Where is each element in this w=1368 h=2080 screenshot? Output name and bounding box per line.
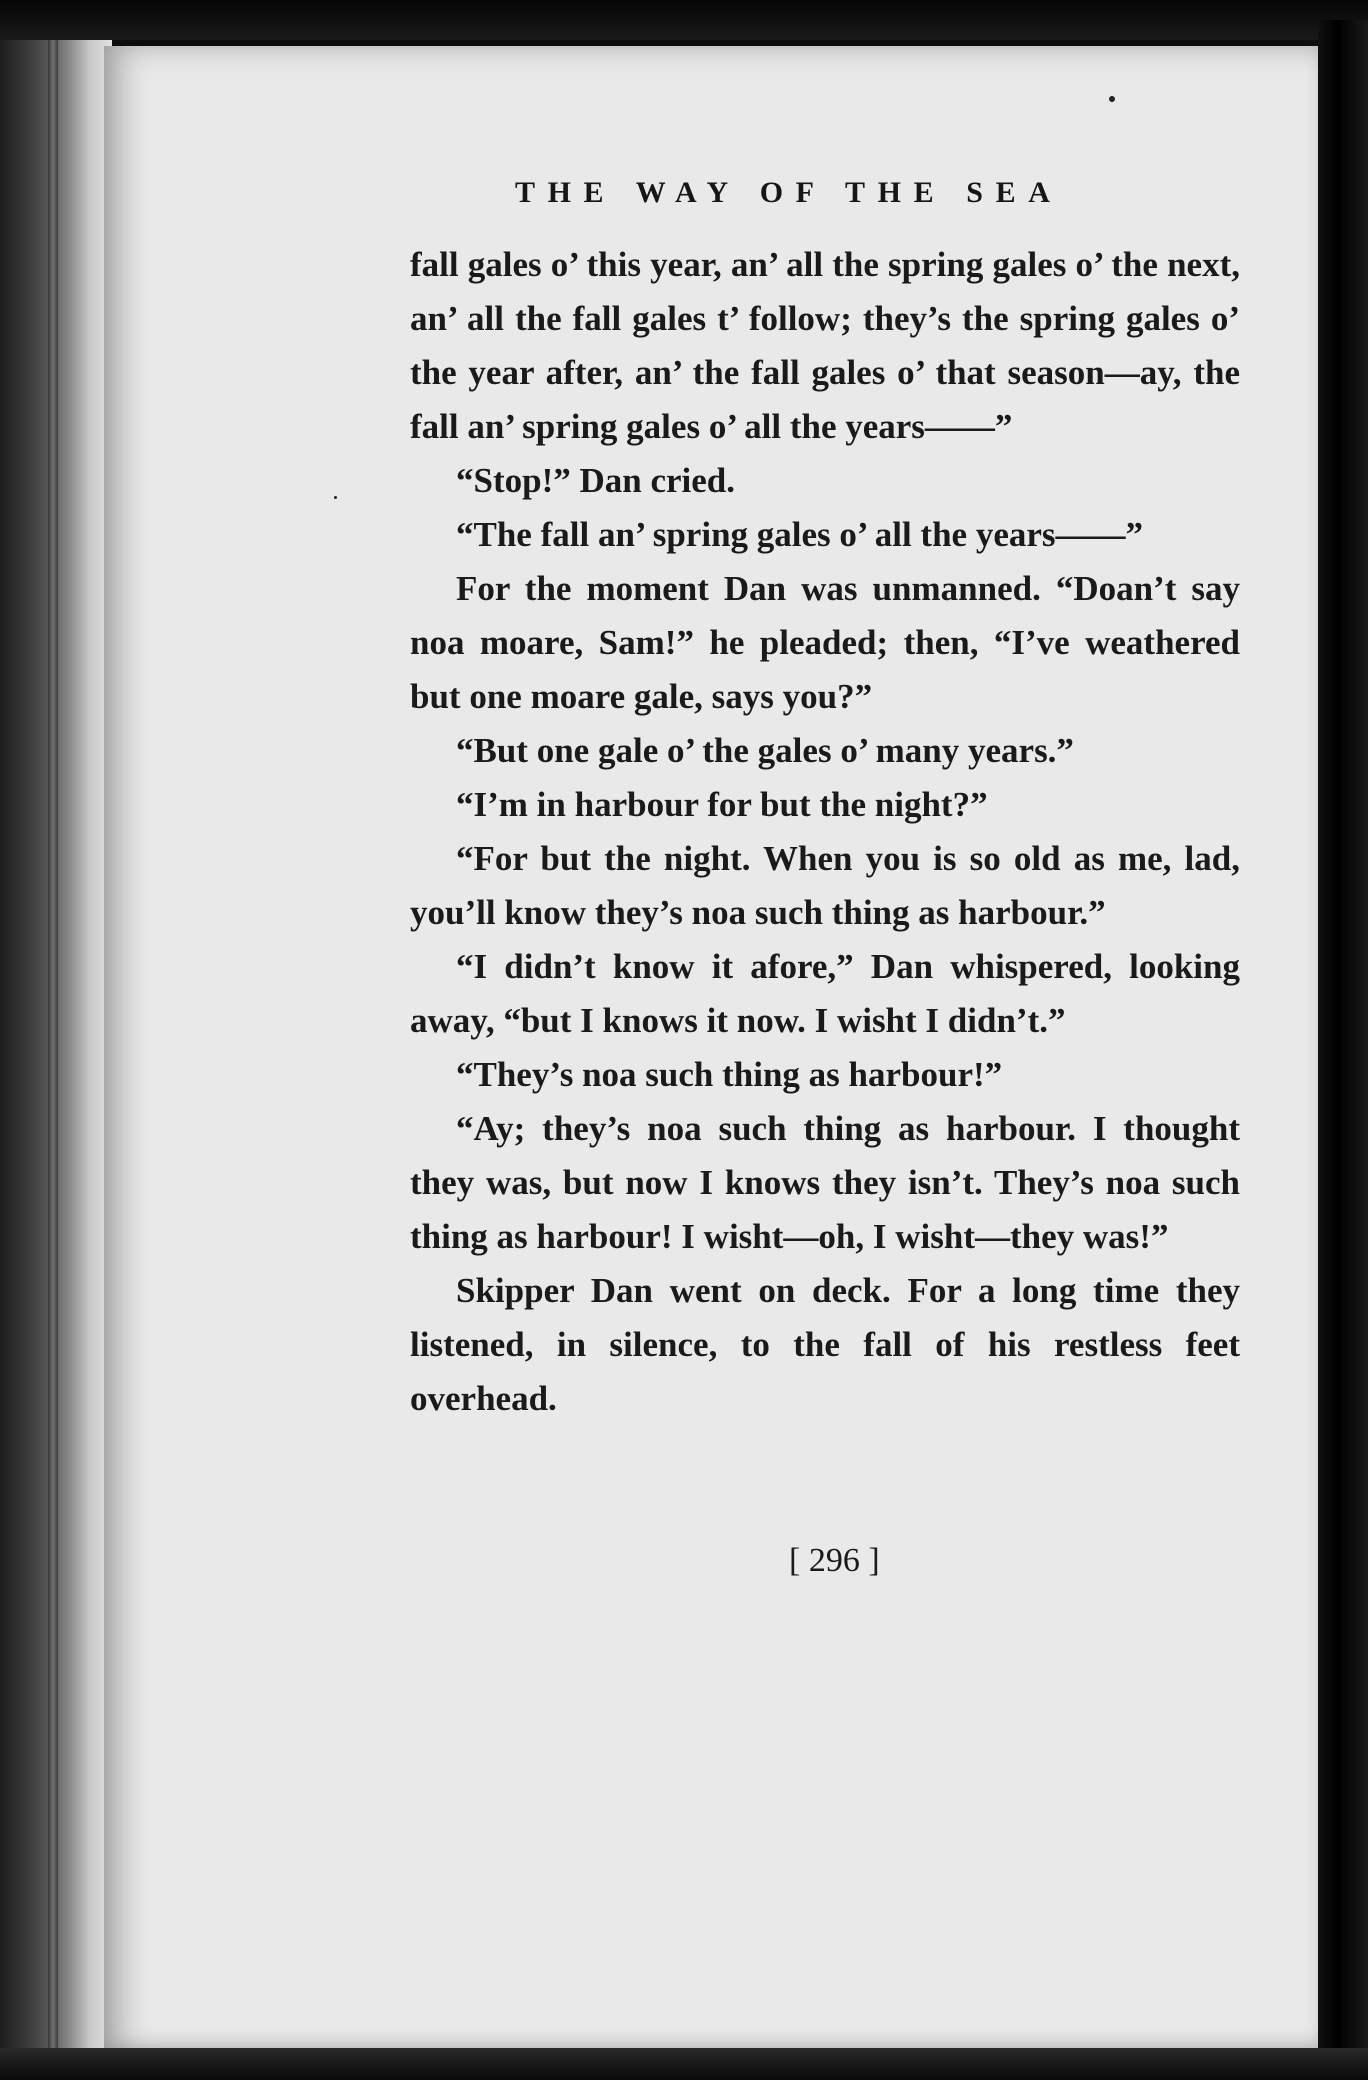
print-speck bbox=[334, 496, 337, 499]
scan-border-right bbox=[1318, 20, 1368, 2080]
paragraph: For the moment Dan was unmanned. “Doan’t say noa moare, Sam!” he pleaded; then, “I’ve weathered but one moare gale, says you?” bbox=[410, 569, 1240, 716]
body-text bbox=[410, 238, 1240, 1426]
page-number: [ 296 ] bbox=[789, 1542, 880, 1579]
paragraph: “The fall an’ spring gales o’ all the years——” bbox=[456, 515, 1144, 554]
print-speck bbox=[1109, 96, 1115, 102]
paragraph: “But one gale o’ the gales o’ many years.” bbox=[456, 731, 1074, 770]
paragraph: “I’m in harbour for but the night?” bbox=[456, 785, 988, 824]
scan-border-bottom bbox=[0, 2048, 1368, 2080]
paragraph: Skipper Dan went on deck. For a long time they listened, in silence, to the fall of his restless feet overhead. bbox=[410, 1271, 1240, 1418]
scan-border-top bbox=[0, 0, 1368, 40]
paragraph: “For but the night. When you is so old as me, lad, you’ll know they’s noa such thing as harbour.” bbox=[410, 839, 1240, 932]
paragraph: “I didn’t know it afore,” Dan whispered, looking away, “but I knows it now. I wisht I didn’t.” bbox=[410, 947, 1240, 1040]
paragraph: “Ay; they’s noa such thing as harbour. I thought they was, but now I knows they isn’t. They’s noa such thing as harbour! I wisht—oh, I wisht—they was!” bbox=[410, 1109, 1240, 1256]
paragraph: fall gales o’ this year, an’ all the spring gales o’ the next, an’ all the fall gales t’ follow; they’s the spring gales o’ the year after, an’ the fall gales o’ that season—ay, the fall an’ spring gales o’ all the years——” bbox=[410, 245, 1240, 446]
paragraph: “Stop!” Dan cried. bbox=[456, 461, 736, 500]
paragraph: “They’s noa such thing as harbour!” bbox=[456, 1055, 1003, 1094]
running-head: THE WAY OF THE SEA bbox=[515, 176, 1063, 209]
book-spine-edge bbox=[0, 40, 112, 2060]
